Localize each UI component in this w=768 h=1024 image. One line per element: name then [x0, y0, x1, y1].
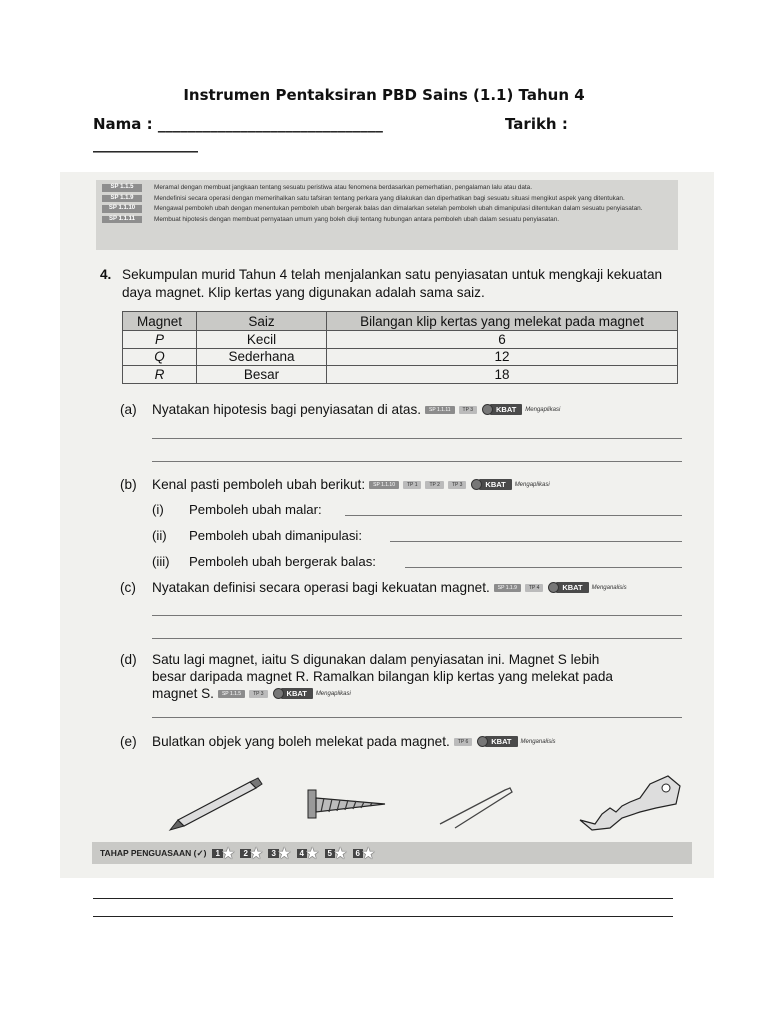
results-table	[122, 311, 678, 384]
worksheet-scan	[60, 172, 714, 878]
lightbulb-icon	[482, 404, 493, 415]
objects-row	[140, 772, 700, 832]
part-text: Bulatkan objek yang boleh melekat pada magnet.	[152, 734, 450, 749]
key-icon[interactable]	[580, 776, 680, 830]
table-header: Saiz	[197, 312, 327, 331]
level-1[interactable]: 1 ★	[212, 846, 234, 860]
table-cell: 18	[327, 366, 678, 384]
answer-line[interactable]	[152, 717, 682, 718]
star-icon: ★	[361, 845, 375, 861]
level-2[interactable]: 2 ★	[240, 846, 262, 860]
level-5[interactable]: 5 ★	[325, 846, 347, 860]
sp-tag: SP 1.1.10	[369, 481, 399, 489]
sub-question-ii: (ii) Pemboleh ubah dimanipulasi:	[152, 528, 363, 543]
nama-field[interactable]: Nama : ______________________________	[93, 115, 383, 133]
wire-icon[interactable]	[440, 788, 512, 828]
question-4	[100, 266, 680, 302]
tarikh-field[interactable]: ______________	[93, 135, 198, 153]
sp-item	[102, 205, 672, 213]
answer-line[interactable]	[345, 515, 682, 516]
answer-line[interactable]	[93, 898, 673, 899]
level-4[interactable]: 4 ★	[297, 846, 319, 860]
tahap-label: TAHAP PENGUASAAN (✓)	[100, 847, 207, 858]
table-cell: 6	[327, 331, 678, 349]
answer-line[interactable]	[93, 916, 673, 917]
lightbulb-icon	[273, 688, 284, 699]
answer-line[interactable]	[152, 638, 682, 639]
tarikh-label: Tarikh :	[505, 115, 568, 133]
kbat-badge: KBAT Mengaplikasi	[471, 479, 549, 490]
kbat-badge: KBAT Menganalisis	[548, 582, 626, 593]
star-icon: ★	[333, 845, 347, 861]
table-cell: Besar	[197, 366, 327, 384]
sp-text: Membuat hipotesis dengan membuat pernyataan umum yang boleh diuji tentang hubungan antara pemboleh ubah dalam sesuatu penyiasatan.	[154, 215, 560, 223]
table-cell: Kecil	[197, 331, 327, 349]
sp-code: SP 1.1.10	[102, 205, 142, 213]
part-text: Nyatakan definisi secara operasi bagi kekuatan magnet.	[152, 580, 490, 595]
table-row	[123, 348, 678, 366]
sp-text: Meramal dengan membuat jangkaan tentang sesuatu peristiwa atau fenomena berdasarkan pemerhatian, pengalaman lalu atau data.	[154, 184, 533, 191]
part-label: (e)	[120, 734, 137, 749]
table-cell: Q	[123, 348, 197, 366]
pencil-icon[interactable]	[170, 778, 262, 830]
question-b	[120, 477, 550, 492]
star-icon: ★	[305, 845, 319, 861]
sp-tag: SP 1.1.11	[425, 406, 455, 414]
question-c	[120, 580, 627, 595]
part-label: (a)	[120, 402, 137, 417]
sub-question-iii: (iii) Pemboleh ubah bergerak balas:	[152, 554, 376, 569]
question-intro: Sekumpulan murid Tahun 4 telah menjalankan satu penyiasatan untuk mengkaji kekuatan daya magnet. Klip kertas yang digunakan adalah sama saiz.	[122, 267, 663, 300]
answer-line[interactable]	[152, 438, 682, 439]
level-3[interactable]: 3 ★	[268, 846, 290, 860]
table-header: Magnet	[123, 312, 197, 331]
sp-list	[96, 180, 678, 250]
level-6[interactable]: 6 ★	[353, 846, 375, 860]
sp-code: SP 1.1.11	[102, 216, 142, 224]
star-icon: ★	[249, 845, 263, 861]
part-text: Kenal pasti pemboleh ubah berikut:	[152, 477, 366, 492]
tp-tag: TP 4	[525, 584, 543, 592]
question-number: 4.	[100, 267, 112, 282]
part-text: Nyatakan hipotesis bagi penyiasatan di atas.	[152, 402, 422, 417]
answer-line[interactable]	[152, 461, 682, 462]
tp-tag: TP 6	[454, 738, 472, 746]
sp-text: Mendefinisi secara operasi dengan memerihalkan satu tafsiran tentang perkara yang dilakukan dan diperhatikan bagi sesuatu situasi mengikut aspek yang ditentukan.	[154, 194, 625, 202]
star-icon: ★	[221, 845, 235, 861]
sp-item	[102, 184, 672, 192]
question-a	[120, 402, 560, 417]
tp-tag: TP 3	[448, 481, 466, 489]
question-e	[120, 734, 556, 749]
answer-line[interactable]	[390, 541, 682, 542]
answer-line[interactable]	[152, 615, 682, 616]
table-cell: P	[123, 331, 197, 349]
star-icon: ★	[277, 845, 291, 861]
tahap-penguasaan-bar	[92, 842, 692, 864]
part-label: (c)	[120, 580, 136, 595]
part-text: Satu lagi magnet, iaitu S digunakan dalam penyiasatan ini. Magnet S lebih	[152, 652, 600, 667]
table-cell: 12	[327, 348, 678, 366]
sp-code: SP 1.1.9	[102, 195, 142, 203]
screw-icon[interactable]	[308, 790, 385, 818]
table-cell: Sederhana	[197, 348, 327, 366]
part-text: besar daripada magnet R. Ramalkan bilangan klip kertas yang melekat pada	[152, 669, 613, 684]
page-title: Instrumen Pentaksiran PBD Sains (1.1) Tahun 4	[183, 86, 585, 104]
table-row	[123, 366, 678, 384]
part-text: magnet S.	[152, 686, 214, 701]
sp-code: SP 1.1.5	[102, 184, 142, 192]
sp-item	[102, 195, 672, 203]
sub-question-i: (i) Pemboleh ubah malar:	[152, 502, 322, 517]
sp-text: Mengawal pemboleh ubah dengan menentukan pemboleh ubah bergerak balas dan dimalarkan setelah pemboleh ubah dimanipulasi ditentukan dalam sesuatu penyiasatan.	[154, 205, 643, 212]
kbat-badge: KBAT Mengaplikasi	[273, 688, 351, 699]
table-cell: R	[123, 366, 197, 384]
tp-tag: TP 1	[403, 481, 421, 489]
part-label: (b)	[120, 477, 137, 492]
kbat-badge: KBAT Menganalisis	[477, 736, 555, 747]
kbat-badge: KBAT Mengaplikasi	[482, 404, 560, 415]
question-d-line3	[152, 686, 351, 701]
sp-item	[102, 216, 672, 224]
sp-tag: SP 1.1.5	[218, 690, 245, 698]
tp-tag: TP 3	[459, 406, 477, 414]
table-row	[123, 331, 678, 349]
part-label: (d)	[120, 652, 137, 667]
tp-tag: TP 3	[249, 690, 267, 698]
sp-tag: SP 1.1.9	[494, 584, 521, 592]
tp-tag: TP 2	[425, 481, 443, 489]
question-d-line2	[152, 669, 613, 684]
answer-line[interactable]	[405, 567, 682, 568]
question-d	[120, 652, 599, 667]
table-header: Bilangan klip kertas yang melekat pada magnet	[327, 312, 678, 331]
